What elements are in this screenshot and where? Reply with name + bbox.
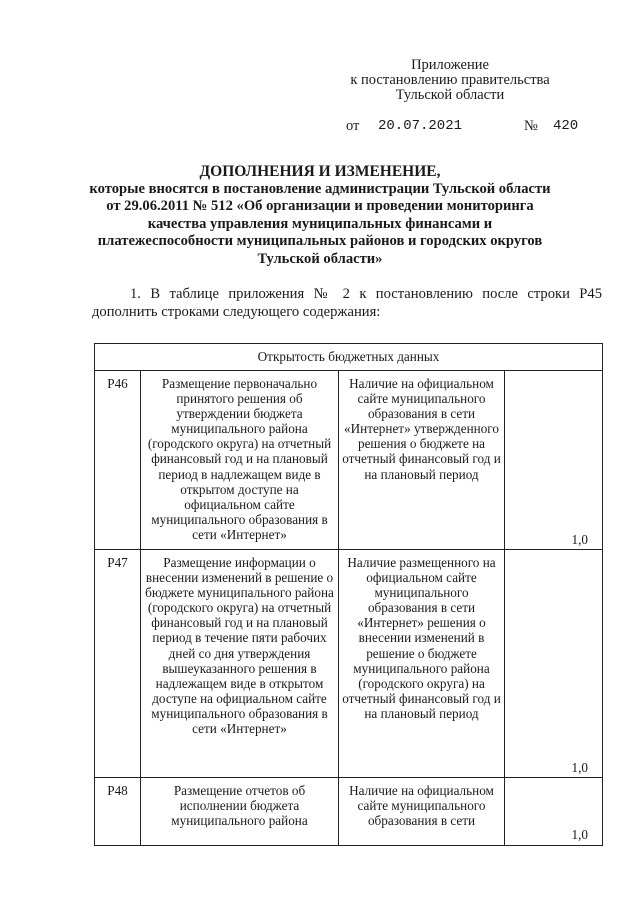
row-weight: 1,0: [505, 371, 603, 550]
table-row: [95, 371, 603, 550]
row-criterion: Наличие на официальном сайте муниципального образования в сети: [339, 778, 505, 846]
date-number-line: [0, 118, 640, 136]
table-section-row: [95, 344, 603, 371]
title-line-2: которые вносятся в постановление администрации Тульской области: [89, 180, 551, 197]
document-date: 20.07.2021: [378, 118, 463, 134]
body-paragraph: [92, 285, 602, 321]
indicators-table: [94, 343, 603, 846]
row-description: Размещение информации о внесении изменений в решение о бюджете муниципального района (городского округа) на отчетный финансовый год и на плановый период в течение пяти рабочих дней со дня утверждения вышеуказанного решения в надлежащем виде в открытом доступе на официальном сайте муниципального образования в сети «Интернет»: [141, 550, 339, 778]
appendix-line-3: Тульской области: [395, 87, 505, 103]
date-prefix: от: [346, 118, 360, 134]
document-number: 420: [553, 118, 579, 134]
row-description: Размещение отчетов об исполнении бюджета муниципального района: [141, 778, 339, 846]
row-code: Р47: [95, 550, 141, 778]
appendix-line-2: к постановлению правительства: [350, 72, 550, 88]
row-code: Р48: [95, 778, 141, 846]
title-line-6: Тульской области»: [257, 250, 383, 267]
row-criterion: Наличие размещенного на официальном сайте муниципального образования в сети «Интернет» решения о внесении изменений в решение о бюджете муниципального района (городского округа) на отчетный финансовый год и на плановый период: [339, 550, 505, 778]
number-sign: №: [524, 118, 538, 134]
row-criterion: Наличие на официальном сайте муниципального образования в сети «Интернет» утвержденного решения о бюджете на отчетный финансовый год и на плановый период: [339, 371, 505, 550]
document-title: [60, 163, 580, 268]
paragraph-text: 1. В таблице приложения № 2 к постановлению после строки Р45 дополнить строками следующего содержания:: [92, 286, 602, 320]
title-line-1: ДОПОЛНЕНИЯ И ИЗМЕНЕНИЕ,: [199, 163, 441, 180]
title-line-3: от 29.06.2011 № 512 «Об организации и проведении мониторинга: [106, 198, 534, 214]
row-description: Размещение первоначально принятого решения об утверждении бюджета муниципального района (городского округа) на отчетный финансовый год и на плановый период в надлежащем виде в открытом доступе на официальном сайте муниципального образования в сети «Интернет»: [141, 371, 339, 550]
row-code: Р46: [95, 371, 141, 550]
table-row: [95, 778, 603, 846]
table-row: [95, 550, 603, 778]
appendix-line-1: Приложение: [411, 57, 489, 73]
title-line-4: качества управления муниципальных финансами и: [147, 215, 493, 232]
appendix-header: [330, 58, 570, 103]
section-title: Открытость бюджетных данных: [95, 344, 603, 371]
title-line-5: платежеспособности муниципальных районов и городских округов: [97, 233, 543, 249]
row-weight: 1,0: [505, 550, 603, 778]
row-weight: 1,0: [505, 778, 603, 846]
